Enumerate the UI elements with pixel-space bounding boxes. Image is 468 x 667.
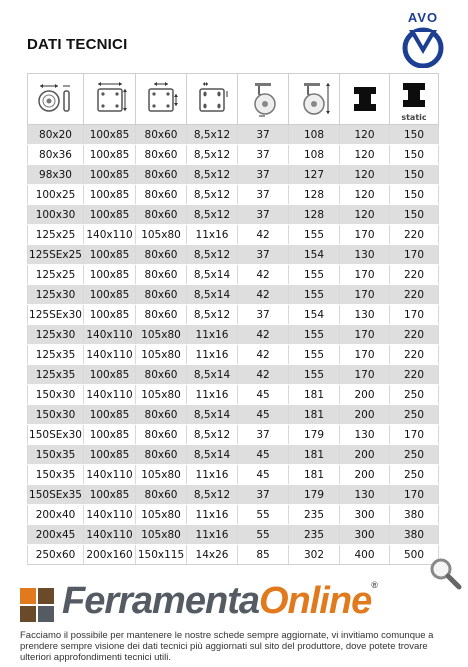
table-cell: 150SEx35 [28,485,84,505]
table-cell: 150 [390,125,439,145]
table-cell: 140x110 [84,325,136,345]
table-cell: 300 [340,525,390,545]
table-cell: 170 [390,305,439,325]
table-cell: 125SEx25 [28,245,84,265]
wheel-dimension-icon [36,84,76,114]
table-cell: 14x26 [187,545,238,565]
table-cell: 80x60 [136,305,187,325]
table-cell: 120 [340,145,390,165]
table-cell: 179 [289,425,340,445]
table-cell: 42 [238,265,289,285]
table-cell: 220 [390,325,439,345]
table-cell: 200x45 [28,525,84,545]
table-cell: 220 [390,365,439,385]
table-cell: 155 [289,265,340,285]
table-row [28,245,439,265]
table-cell: 8,5x12 [187,125,238,145]
table-cell: 105x80 [136,225,187,245]
table-cell: 80x36 [28,145,84,165]
table-cell: 150 [390,145,439,165]
table-cell: 125x30 [28,285,84,305]
table-cell: 154 [289,305,340,325]
table-cell: 100x85 [84,405,136,425]
table-cell: 127 [289,165,340,185]
table-cell: 37 [238,125,289,145]
table-cell: 140x110 [84,525,136,545]
table-cell: 125x30 [28,325,84,345]
table-cell: 80x60 [136,485,187,505]
caster-offset-icon [245,80,281,118]
ferramenta-online-banner [20,578,450,628]
table-cell: 8,5x14 [187,445,238,465]
table-cell: 181 [289,405,340,425]
table-cell: 45 [238,465,289,485]
table-cell: 250 [390,385,439,405]
table-cell: 11x16 [187,465,238,485]
table-cell: 170 [340,325,390,345]
table-cell: 108 [289,125,340,145]
table-cell: 200x160 [84,545,136,565]
footer-disclaimer: Facciamo il possibile per mantenere le nostre schede sempre aggiornate, vi invitiamo comunque a prendere sempre visione dei dati tecnici più aggiornati sul sito del produttore, dove potete trovare ulteriori approfondimenti tecnici utili. [20,630,434,663]
table-row [28,285,439,305]
brand-logo [396,10,450,68]
table-cell: 37 [238,205,289,225]
table-cell: 150x30 [28,405,84,425]
table-cell: 100x85 [84,245,136,265]
load-capacity-icon [350,84,380,114]
table-cell: 140x110 [84,505,136,525]
table-cell: 250x60 [28,545,84,565]
table-cell: 125x25 [28,265,84,285]
table-cell: 200 [340,405,390,425]
table-row [28,345,439,365]
table-cell: 37 [238,165,289,185]
brand-logo-emblem-icon [400,24,446,68]
table-cell: 11x16 [187,525,238,545]
table-cell: 105x80 [136,385,187,405]
table-cell: 100x85 [84,485,136,505]
brand-name-part1: Ferramenta [62,580,259,622]
table-cell: 200 [340,445,390,465]
table-cell: 8,5x12 [187,185,238,205]
table-cell: 8,5x12 [187,485,238,505]
table-cell: 380 [390,525,439,545]
table-cell: 37 [238,185,289,205]
table-cell: 8,5x14 [187,365,238,385]
table-cell: 8,5x12 [187,245,238,265]
table-cell: 130 [340,485,390,505]
table-cell: 8,5x12 [187,305,238,325]
table-row [28,145,439,165]
table-cell: 380 [390,505,439,525]
table-cell: 100x85 [84,305,136,325]
table-cell: 170 [340,285,390,305]
table-cell: 140x110 [84,385,136,405]
table-cell: 37 [238,245,289,265]
table-cell: 220 [390,265,439,285]
technical-data-table-wrapper [27,73,438,565]
header-cell-caster-offset [238,74,289,125]
table-cell: 125SEx30 [28,305,84,325]
table-cell: 37 [238,485,289,505]
table-cell: 200 [340,385,390,405]
table-cell: 130 [340,305,390,325]
table-cell: 300 [340,505,390,525]
table-cell: 150x35 [28,465,84,485]
table-cell: 220 [390,285,439,305]
table-cell: 125x35 [28,345,84,365]
table-row [28,185,439,205]
table-cell: 128 [289,205,340,225]
table-cell: 235 [289,525,340,545]
header-cell-bolt-hole [187,74,238,125]
table-cell: 105x80 [136,525,187,545]
table-cell: 100x85 [84,365,136,385]
table-cell: 11x16 [187,225,238,245]
table-cell: 120 [340,125,390,145]
table-cell: 179 [289,485,340,505]
table-row [28,325,439,345]
table-cell: 150SEx30 [28,425,84,445]
table-cell: 250 [390,445,439,465]
table-row [28,545,439,565]
table-row [28,165,439,185]
table-row [28,365,439,385]
brand-name-part2: Online [258,580,372,622]
table-row [28,305,439,325]
table-cell: 105x80 [136,465,187,485]
table-row [28,125,439,145]
header-cell-static-load [390,74,439,125]
table-cell: 8,5x14 [187,285,238,305]
table-cell: 55 [238,525,289,545]
table-cell: 155 [289,225,340,245]
header-cell-wheel [28,74,84,125]
table-row [28,465,439,485]
table-cell: 150x115 [136,545,187,565]
table-cell: 100x85 [84,205,136,225]
table-cell: 8,5x12 [187,145,238,165]
table-cell: 100x85 [84,125,136,145]
table-cell: 100x85 [84,185,136,205]
table-cell: 45 [238,445,289,465]
table-cell: 155 [289,325,340,345]
table-cell: 150 [390,185,439,205]
table-row [28,205,439,225]
table-cell: 181 [289,385,340,405]
magnifier-icon [428,556,462,590]
table-cell: 11x16 [187,505,238,525]
brand-mark-icon [20,588,56,624]
table-cell: 80x60 [136,185,187,205]
table-cell: 80x60 [136,405,187,425]
table-cell: 155 [289,365,340,385]
table-row [28,525,439,545]
table-cell: 150x35 [28,445,84,465]
table-cell: 8,5x14 [187,405,238,425]
table-cell: 120 [340,205,390,225]
table-cell: 100x85 [84,165,136,185]
bolt-hole-icon [194,82,230,116]
table-cell: 80x60 [136,245,187,265]
table-cell: 154 [289,245,340,265]
table-cell: 100x25 [28,185,84,205]
table-body [28,125,439,565]
table-cell: 42 [238,365,289,385]
table-cell: 105x80 [136,325,187,345]
table-cell: 220 [390,225,439,245]
header-cell-caster-height [289,74,340,125]
table-cell: 140x110 [84,345,136,365]
table-row [28,505,439,525]
table-cell: 181 [289,465,340,485]
table-row [28,485,439,505]
table-cell: 170 [340,225,390,245]
table-cell: 100x85 [84,285,136,305]
table-cell: 98x30 [28,165,84,185]
table-cell: 120 [340,185,390,205]
registered-mark: ® [371,580,377,590]
table-cell: 45 [238,405,289,425]
brand-logo-text: AVO [407,10,439,25]
brand-name [62,580,377,623]
table-cell: 170 [340,345,390,365]
table-cell: 42 [238,225,289,245]
table-cell: 130 [340,245,390,265]
plate-holes-icon [143,82,179,116]
table-cell: 8,5x14 [187,265,238,285]
table-cell: 200 [340,465,390,485]
table-cell: 140x110 [84,225,136,245]
table-cell: 150 [390,205,439,225]
table-cell: 125x25 [28,225,84,245]
table-row [28,265,439,285]
table-cell: 170 [340,365,390,385]
table-cell: 8,5x12 [187,205,238,225]
table-cell: 140x110 [84,465,136,485]
static-label: static [401,113,427,122]
plate-size-icon [92,82,128,116]
table-cell: 42 [238,325,289,345]
table-cell: 170 [340,265,390,285]
table-cell: 220 [390,345,439,365]
header-cell-plate-size [84,74,136,125]
table-cell: 55 [238,505,289,525]
table-cell: 170 [390,425,439,445]
table-cell: 100x85 [84,445,136,465]
table-cell: 37 [238,145,289,165]
table-cell: 80x60 [136,285,187,305]
table-cell: 400 [340,545,390,565]
table-cell: 150 [390,165,439,185]
table-cell: 8,5x12 [187,425,238,445]
table-cell: 235 [289,505,340,525]
table-cell: 8,5x12 [187,165,238,185]
table-cell: 11x16 [187,345,238,365]
table-cell: 80x60 [136,145,187,165]
table-row [28,445,439,465]
table-cell: 200x40 [28,505,84,525]
table-cell: 128 [289,185,340,205]
table-cell: 37 [238,305,289,325]
table-cell: 42 [238,345,289,365]
table-cell: 130 [340,425,390,445]
table-cell: 100x30 [28,205,84,225]
table-cell: 11x16 [187,325,238,345]
table-cell: 250 [390,405,439,425]
table-cell: 80x60 [136,125,187,145]
table-cell: 85 [238,545,289,565]
table-cell: 105x80 [136,505,187,525]
table-cell: 45 [238,385,289,405]
table-cell: 80x60 [136,265,187,285]
table-row [28,425,439,445]
table-cell: 155 [289,345,340,365]
table-cell: 80x60 [136,205,187,225]
table-cell: 108 [289,145,340,165]
table-cell: 80x60 [136,165,187,185]
table-header-row [28,74,439,125]
page-title: DATI TECNICI [27,36,128,53]
header-cell-plate-holes [136,74,187,125]
technical-data-table [27,73,439,565]
table-cell: 100x85 [84,425,136,445]
table-cell: 181 [289,445,340,465]
static-load-icon [399,80,429,110]
table-row [28,405,439,425]
table-cell: 170 [390,485,439,505]
table-cell: 11x16 [187,385,238,405]
table-cell: 150x30 [28,385,84,405]
table-row [28,385,439,405]
table-cell: 155 [289,285,340,305]
table-cell: 120 [340,165,390,185]
table-cell: 250 [390,465,439,485]
table-cell: 100x85 [84,265,136,285]
table-cell: 170 [390,245,439,265]
table-cell: 80x20 [28,125,84,145]
table-cell: 37 [238,425,289,445]
table-cell: 80x60 [136,425,187,445]
table-row [28,225,439,245]
caster-height-icon [296,80,332,118]
table-cell: 80x60 [136,365,187,385]
table-cell: 100x85 [84,145,136,165]
table-cell: 42 [238,285,289,305]
table-cell: 125x35 [28,365,84,385]
table-cell: 105x80 [136,345,187,365]
table-cell: 302 [289,545,340,565]
header-cell-load-capacity [340,74,390,125]
table-cell: 80x60 [136,445,187,465]
table-cell: 500 [390,545,439,565]
